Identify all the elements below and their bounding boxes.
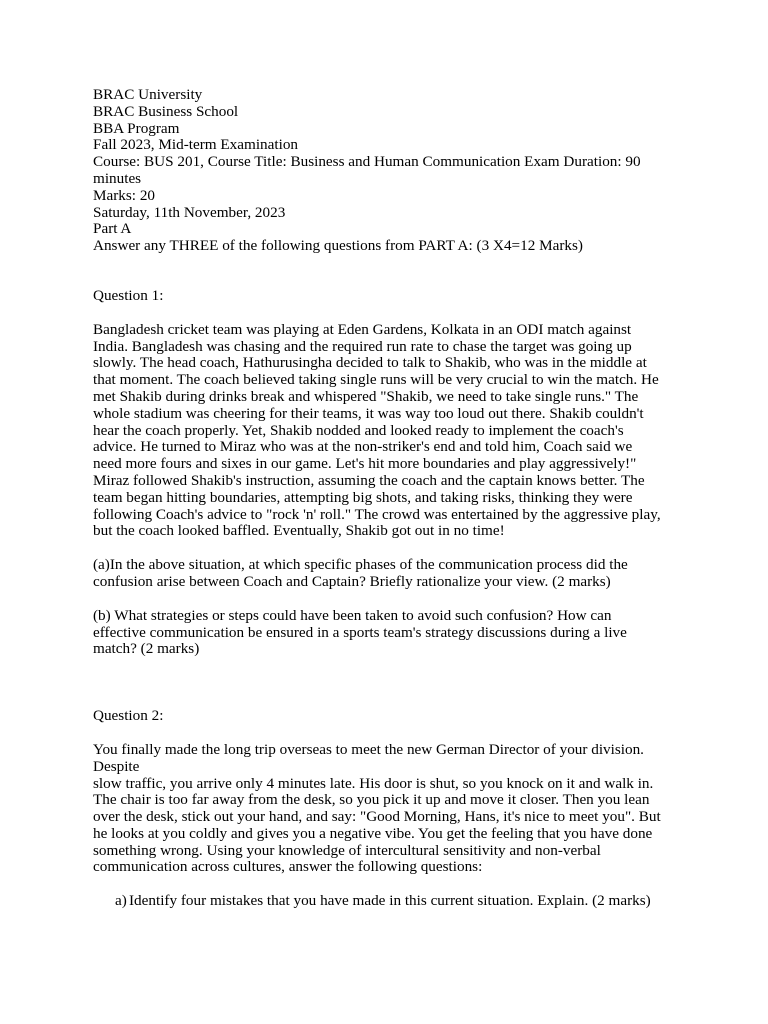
part-label: Part A <box>93 220 132 238</box>
passage-line: following Coach's advice to "rock 'n' roll." The crowd was entertained by the aggressive play, <box>93 505 661 523</box>
exam-document <box>93 87 683 910</box>
passage-line: hear the coach properly. Yet, Shakib nodded and looked ready to implement the coach's <box>93 421 624 439</box>
course-info-continued: minutes <box>93 169 142 187</box>
question-1-part-b <box>93 608 683 658</box>
university-name: BRAC University <box>93 86 203 103</box>
school-name: BRAC Business School <box>93 102 239 120</box>
course-info: Course: BUS 201, Course Title: Business and Human Communication Exam Duration: 90 <box>93 153 641 171</box>
part-a-line: (a)In the above situation, at which specific phases of the communication process did the <box>93 556 628 574</box>
question-1-passage <box>93 322 683 540</box>
question-2-sub-question-a <box>93 893 683 910</box>
passage-line: advice. He turned to Miraz who was at the non-striker's end and told him, Coach said we <box>93 438 633 456</box>
passage-line: Despite <box>93 757 140 775</box>
part-b-line: match? (2 marks) <box>93 640 200 658</box>
question-2-passage <box>93 742 683 876</box>
question-2-title: Question 2: <box>93 707 164 725</box>
passage-line: You finally made the long trip overseas to meet the new German Director of your division. <box>93 740 644 758</box>
passage-line: but the coach looked baffled. Eventually, Shakib got out in no time! <box>93 522 505 540</box>
exam-term: Fall 2023, Mid-term Examination <box>93 136 299 154</box>
passage-line: need more fours and sixes in our game. Let's hit more boundaries and play aggressively!" <box>93 455 637 473</box>
passage-line: Bangladesh cricket team was playing at Eden Gardens, Kolkata in an ODI match against <box>93 320 632 338</box>
passage-line: Miraz followed Shakib's instruction, assuming the coach and the captain knows better. The <box>93 471 645 489</box>
passage-line: India. Bangladesh was chasing and the required run rate to chase the target was going up <box>93 337 632 355</box>
part-b-line: effective communication be ensured in a sports team's strategy discussions during a live <box>93 623 627 641</box>
program-name: BBA Program <box>93 119 180 137</box>
passage-line: slowly. The head coach, Hathurusingha decided to talk to Shakib, who was in the middle at <box>93 354 647 372</box>
passage-line: over the desk, stick out your hand, and say: "Good Morning, Hans, it's nice to meet you". But <box>93 808 661 826</box>
exam-date: Saturday, 11th November, 2023 <box>93 203 286 221</box>
passage-line: team began hitting boundaries, attempting big shots, and taking risks, thinking they were <box>93 488 633 506</box>
question-1-part-a <box>93 557 683 591</box>
passage-line: communication across cultures, answer the following questions: <box>93 858 483 876</box>
passage-line: met Shakib during drinks break and whispered "Shakib, we need to take single runs." The <box>93 387 639 405</box>
passage-line: The chair is too far away from the desk, so you pick it up and move it closer. Then you lean <box>93 791 650 809</box>
sub-question-text: Identify four mistakes that you have made in this current situation. Explain. (2 marks) <box>129 892 651 910</box>
list-marker: a) <box>115 892 127 910</box>
passage-line: something wrong. Using your knowledge of intercultural sensitivity and non-verbal <box>93 841 601 859</box>
exam-header <box>93 87 683 255</box>
passage-line: slow traffic, you arrive only 4 minutes late. His door is shut, so you knock on it and walk in. <box>93 774 654 792</box>
part-a-line: confusion arise between Coach and Captain? Briefly rationalize your view. (2 marks) <box>93 572 611 590</box>
passage-line: he looks at you coldly and gives you a negative vibe. You get the feeling that you have done <box>93 824 653 842</box>
passage-line: whole stadium was cheering for their teams, it was way too loud out there. Shakib couldn't <box>93 404 644 422</box>
part-b-line: (b) What strategies or steps could have been taken to avoid such confusion? How can <box>93 606 612 624</box>
passage-line: that moment. The coach believed taking single runs will be very crucial to win the match. He <box>93 371 659 389</box>
part-instructions: Answer any THREE of the following questions from PART A: (3 X4=12 Marks) <box>93 237 583 255</box>
total-marks: Marks: 20 <box>93 186 156 204</box>
question-1-title: Question 1: <box>93 286 164 304</box>
